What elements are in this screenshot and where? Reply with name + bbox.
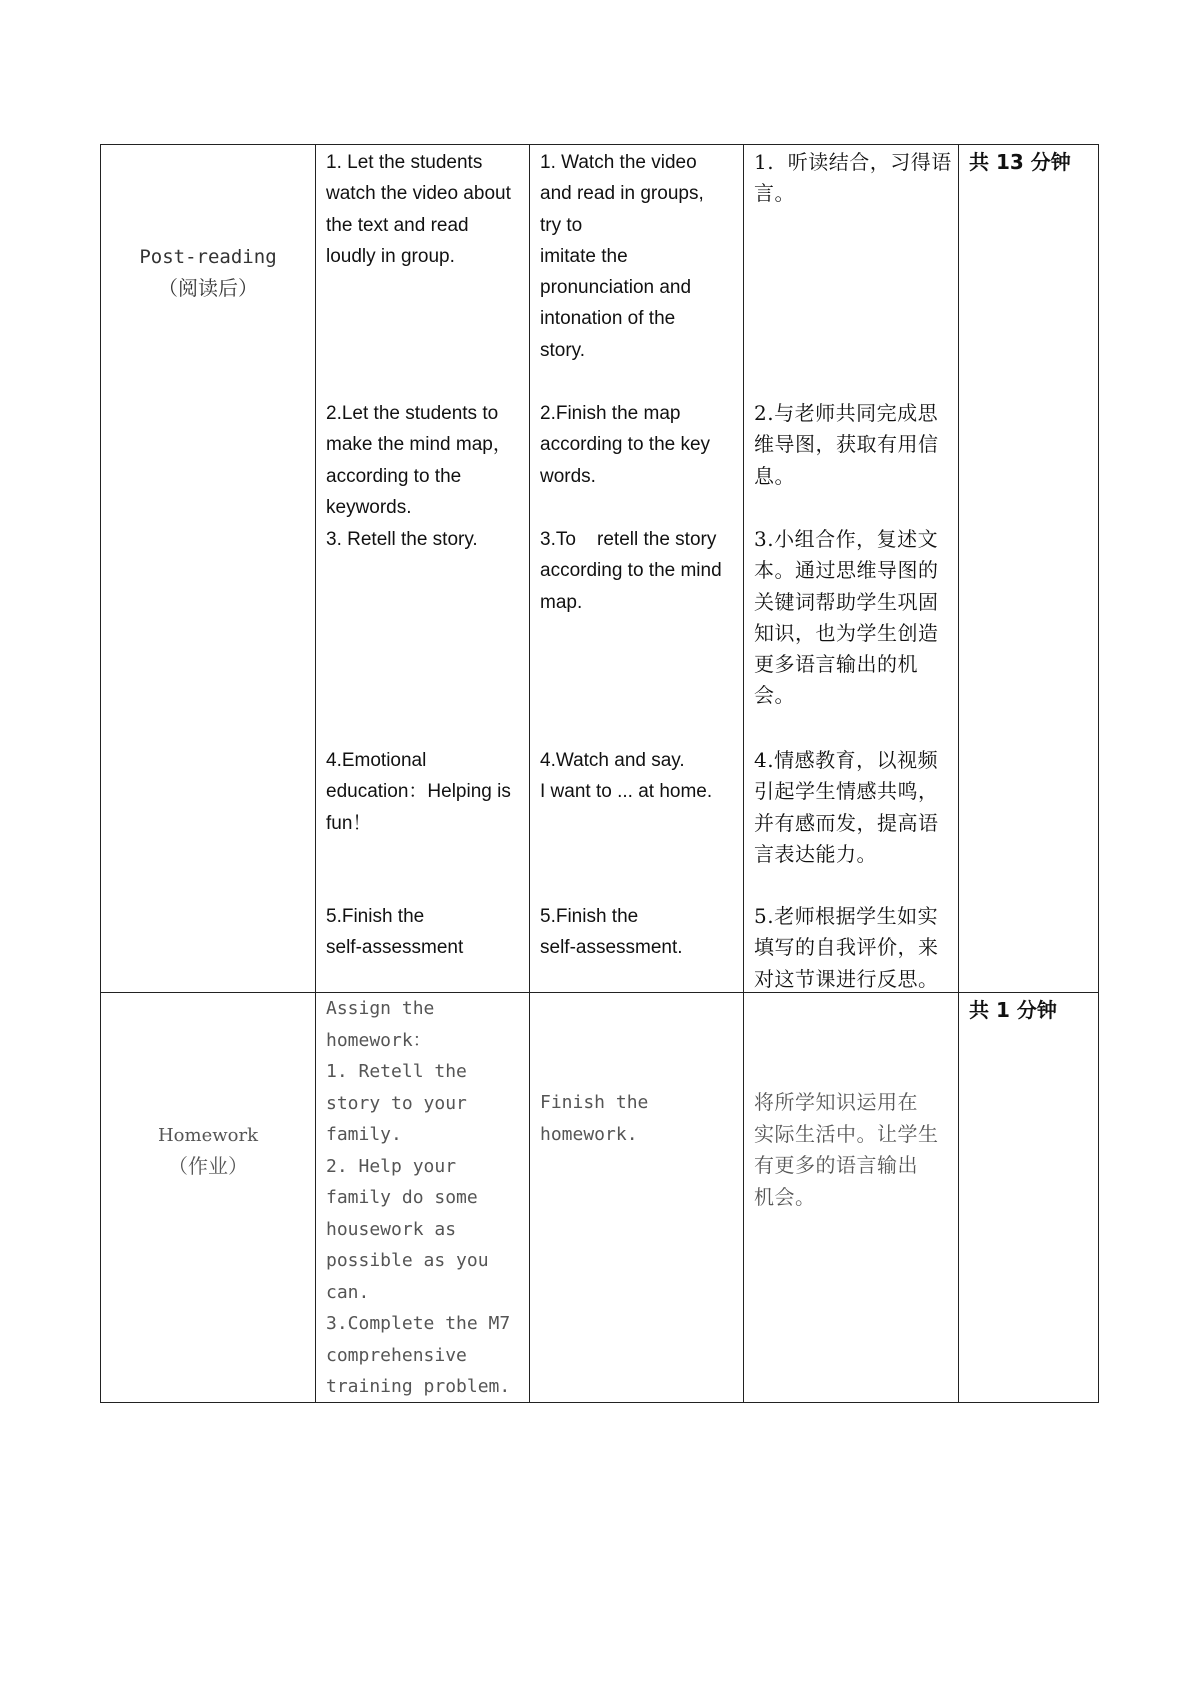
text-line: imitate the — [540, 245, 628, 267]
text-line: family. — [326, 1124, 402, 1145]
stage-label-zh: （阅读后） — [158, 276, 258, 300]
text-line: family do some — [326, 1187, 478, 1208]
text-line: 知识，也为学生创造 — [754, 620, 939, 645]
text-line: 更多语言输出的机 — [754, 652, 918, 677]
text-line: story to your — [326, 1092, 467, 1114]
text-line: 引起学生情感共鸣， — [754, 779, 939, 804]
teacher-step-2 — [326, 398, 523, 523]
text-line: according to the mind — [540, 560, 722, 582]
text-line: 5.Finish the — [326, 906, 425, 927]
text-line: fun！ — [326, 812, 372, 834]
text-line: story. — [540, 339, 586, 361]
text-line: can. — [326, 1281, 370, 1303]
lesson-plan-table — [100, 144, 1099, 1403]
text-line: according to the — [326, 465, 462, 487]
text-line: 关键词帮助学生巩固 — [754, 589, 939, 614]
text-line: 1. Let the students — [326, 152, 483, 173]
text-line: according to the key — [540, 434, 711, 456]
teacher-activity-cell — [316, 993, 530, 1403]
text-line: loudly in group. — [326, 245, 455, 267]
purpose-cell — [744, 993, 959, 1403]
text-line: self-assessment — [326, 937, 464, 959]
text-line: possible as you — [326, 1250, 489, 1271]
teacher-step-5 — [326, 901, 523, 964]
text-line: homework. — [540, 1123, 638, 1145]
purpose-homework — [754, 1087, 952, 1213]
text-line: homework： — [326, 1029, 431, 1051]
stage-cell-homework — [101, 993, 316, 1403]
text-line: 1. Retell the — [326, 1061, 467, 1082]
text-line: 2.Finish the map — [540, 403, 681, 424]
student-activity-cell — [530, 993, 744, 1403]
purpose-step-1 — [754, 147, 952, 210]
stage-label-en: Homework — [157, 1125, 258, 1146]
purpose-step-5 — [754, 901, 952, 995]
text-line: 1. Watch the video — [540, 152, 697, 173]
stage-label-en: Post-reading — [139, 246, 277, 268]
text-line: self-assessment. — [540, 937, 683, 959]
purpose-step-3 — [754, 524, 952, 712]
teacher-step-1 — [326, 147, 523, 272]
text-line: 1. 听读结合，习得语 — [754, 150, 952, 174]
text-line: 2.与老师共同完成思 — [754, 401, 939, 425]
text-line: watch the video about — [326, 183, 511, 205]
text-line: 会。 — [754, 683, 795, 708]
time-cell — [959, 993, 1099, 1403]
text-line: keywords. — [326, 496, 412, 518]
text-line: make the mind map， — [326, 434, 512, 456]
text-line: education：Helping is — [326, 781, 511, 803]
text-line: and read in groups, — [540, 183, 704, 205]
time-label: 共 1 分钟 — [969, 998, 1057, 1022]
time-label: 共 13 分钟 — [969, 150, 1071, 174]
text-line: 4.Watch and say. — [540, 750, 685, 771]
text-line: try to — [540, 214, 583, 236]
text-line: words. — [540, 465, 596, 487]
text-line: the text and read — [326, 214, 469, 236]
purpose-step-4 — [754, 745, 952, 870]
text-line: 3. Retell the story. — [326, 529, 478, 550]
table-row-homework — [101, 993, 1099, 1403]
text-line: 实际生活中。让学生 — [754, 1121, 939, 1146]
text-line: 5.Finish the — [540, 906, 639, 927]
text-line: I want to ... at home. — [540, 781, 713, 803]
student-step-1 — [540, 147, 737, 366]
text-line: training problem. — [326, 1376, 511, 1397]
text-line: 本。通过思维导图的 — [754, 558, 939, 583]
text-line: 维导图，获取有用信 — [754, 432, 939, 457]
student-step-5 — [540, 901, 737, 964]
student-step-2 — [540, 398, 737, 492]
text-line: 3.Complete the M7 — [326, 1313, 511, 1334]
text-line: 3.小组合作，复述文 — [754, 527, 939, 551]
student-homework — [540, 1087, 737, 1150]
text-line: 言表达能力。 — [754, 841, 877, 866]
purpose-step-2 — [754, 398, 952, 492]
table-row-post-reading — [101, 145, 1099, 993]
text-line: intonation of the — [540, 308, 676, 330]
purpose-cell — [744, 145, 959, 993]
text-line: 将所学知识运用在 — [754, 1090, 918, 1114]
text-line: 对这节课进行反思。 — [754, 966, 939, 991]
text-line: 有更多的语言输出 — [754, 1153, 918, 1177]
student-step-3 — [540, 524, 737, 618]
text-line: Assign the — [326, 998, 435, 1019]
text-line: 2.Let the students to — [326, 403, 499, 424]
text-line: 填写的自我评价，来 — [754, 935, 939, 960]
text-line: pronunciation and — [540, 277, 692, 299]
time-cell — [959, 145, 1099, 993]
text-line: 4.Emotional — [326, 750, 427, 771]
text-line: 4.情感教育，以视频 — [754, 748, 939, 772]
text-line: 机会。 — [754, 1184, 816, 1209]
text-line: 2. Help your — [326, 1155, 457, 1177]
text-line: 言。 — [754, 181, 795, 206]
text-line: comprehensive — [326, 1344, 467, 1366]
stage-label-zh: （作业） — [168, 1154, 248, 1178]
teacher-step-4 — [326, 745, 523, 839]
stage-cell-post-reading — [101, 145, 316, 993]
student-step-4 — [540, 745, 737, 808]
text-line: 息。 — [754, 463, 795, 488]
text-line: housework as — [326, 1218, 457, 1240]
text-line: 3.To retell the story — [540, 529, 717, 550]
teacher-activity-cell — [316, 145, 530, 993]
student-activity-cell — [530, 145, 744, 993]
text-line: 5.老师根据学生如实 — [754, 904, 939, 928]
text-line: 并有感而发，提高语 — [754, 810, 939, 835]
teacher-homework — [326, 993, 523, 1403]
text-line: Finish the — [540, 1092, 649, 1113]
teacher-step-3 — [326, 524, 523, 555]
text-line: map. — [540, 591, 583, 613]
